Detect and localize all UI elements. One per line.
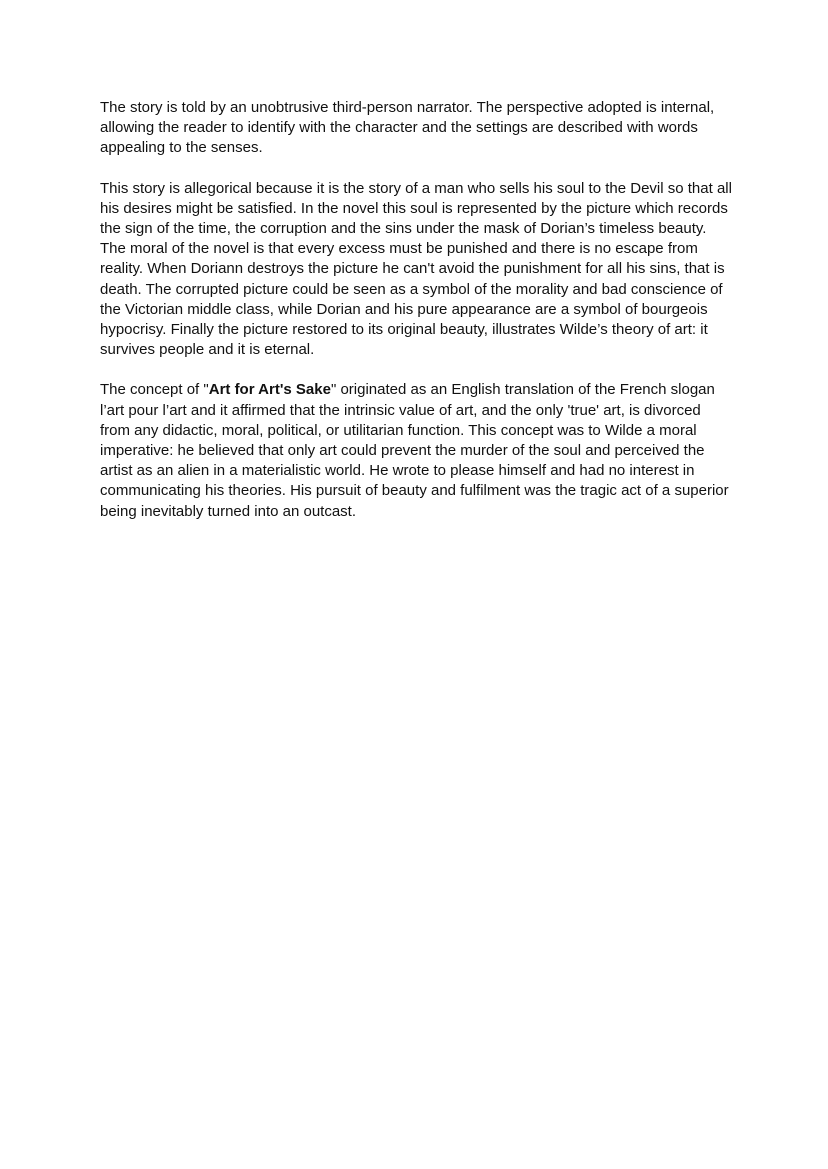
concept-intro-text: The concept of " — [100, 381, 209, 399]
document-body — [100, 98, 732, 522]
paragraph-gap — [100, 159, 732, 179]
paragraph-gap — [100, 360, 732, 380]
paragraph-narrator: The story is told by an unobtrusive third-person narrator. The perspective adopted is internal, allowing the reader to identify with the character and the settings are described with words appealing to the senses. — [100, 99, 715, 157]
concept-title-bold: Art for Art's Sake — [208, 381, 331, 399]
paragraph-art-for-arts-sake — [100, 380, 732, 521]
paragraph-allegory: This story is allegorical because it is the story of a man who sells his soul to the Devil so that all his desires might be satisfied. In the novel this soul is represented by the picture which records the sign of the time, the corruption and the sins under the mask of Dorian’s timeless beauty. — [100, 179, 732, 238]
paragraph-moral: The moral of the novel is that every excess must be punished and there is no escape from reality. When Doriann destroys the picture he can't avoid the punishment for all his sins, that is death. The corrupted picture could be seen as a symbol of the morality and bad conscience of the Victorian middle class, while Dorian and his pure appearance are a symbol of bourgeois hypocrisy. Finally the picture restored to its original beauty, illustrates Wilde’s theory of art: it survives people and it is eternal. — [100, 240, 725, 359]
concept-body-text: " originated as an English translation of the French slogan l’art pour l’art and it affirmed that the intrinsic value of art, and the only 'true' art, is divorced from any didactic, moral, political, or utilitarian function. This concept was to Wilde a moral imperative: he believed that only art could prevent the murder of the soul and perceived the artist as an alien in a materialistic world. He wrote to please himself and had no interest in communicating his theories. His pursuit of beauty and fulfilment was the tragic act of a superior being inevitably turned into an outcast. — [100, 381, 729, 520]
